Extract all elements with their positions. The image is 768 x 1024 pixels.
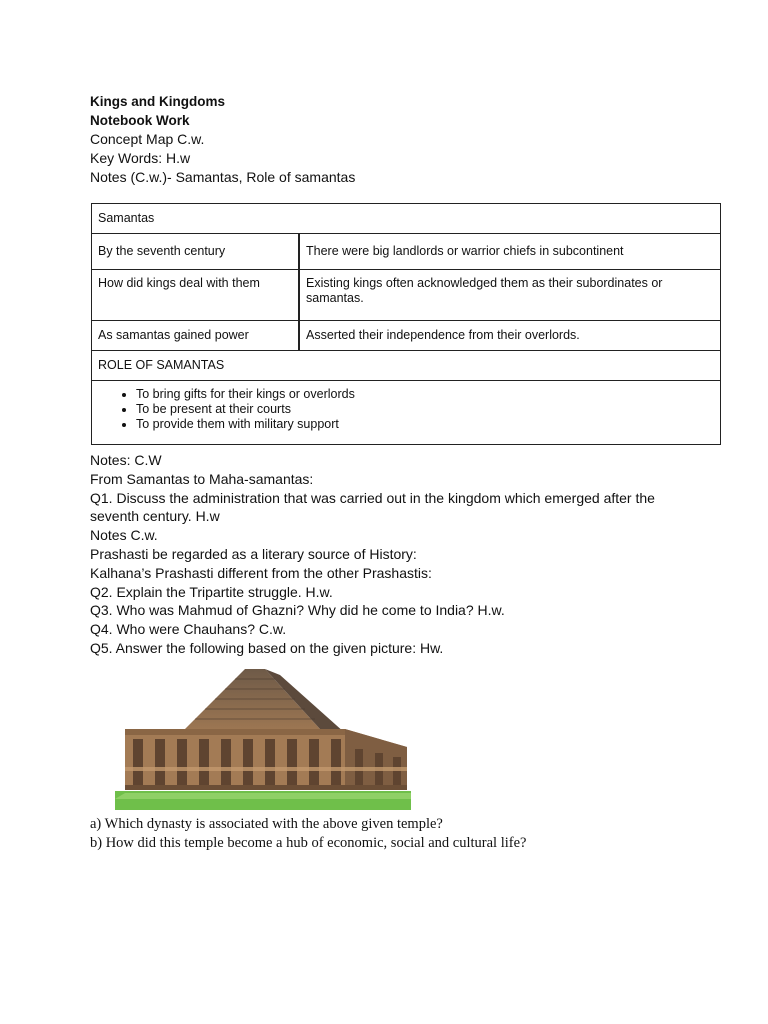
question-a: a) Which dynasty is associated with the above given temple?: [90, 816, 443, 832]
notes-line: Q5. Answer the following based on the given picture: Hw.: [90, 639, 444, 656]
table-cell-right: Asserted their independence from their overlords.: [299, 321, 721, 351]
table-row: [92, 321, 721, 351]
notes-line: Kalhana’s Prashasti different from the other Prashastis:: [90, 564, 432, 581]
table-cell-right: There were big landlords or warrior chiefs in subcontinent: [299, 234, 721, 270]
list-item: • To provide them with military support: [136, 417, 714, 432]
header-line: Key Words: H.w: [90, 150, 191, 166]
document-title: Kings and Kingdoms: [90, 94, 225, 109]
table-row: [92, 234, 721, 270]
header-line: Concept Map C.w.: [90, 131, 205, 147]
table-cell-left: As samantas gained power: [92, 321, 300, 351]
role-list-cell: [92, 381, 721, 445]
notes-line: Q1. Discuss the administration that was carried out in the kingdom which emerged after the seventh century. H.w: [90, 489, 655, 525]
notes-section: [90, 451, 690, 658]
notes-line: From Samantas to Maha-samantas:: [90, 470, 314, 487]
samantas-table: [91, 203, 721, 445]
notes-line: Q4. Who were Chauhans? C.w.: [90, 621, 287, 638]
table-cell-left: By the seventh century: [92, 234, 300, 270]
role-list: [98, 387, 714, 432]
notes-line: Q2. Explain the Tripartite struggle. H.w.: [90, 583, 333, 600]
table-cell-left: How did kings deal with them: [92, 270, 300, 321]
notes-line: Notes: C.W: [90, 452, 162, 468]
notes-line: Q3. Who was Mahmud of Ghazni? Why did he come to India? H.w.: [90, 602, 505, 619]
table-heading: Samantas: [92, 204, 721, 234]
notes-line: Notes C.w.: [90, 527, 158, 544]
table-cell-right: Existing kings often acknowledged them as their subordinates or samantas.: [299, 270, 721, 321]
document-subtitle: Notebook Work: [90, 113, 190, 128]
list-item: • To bring gifts for their kings or overlords: [136, 387, 714, 402]
picture-questions: [90, 815, 526, 853]
temple-photo: [115, 667, 411, 810]
question-b: b) How did this temple become a hub of economic, social and cultural life?: [90, 835, 527, 851]
list-item: • To be present at their courts: [136, 402, 714, 417]
role-heading: ROLE OF SAMANTAS: [92, 351, 721, 381]
document-header: [90, 92, 355, 187]
notes-line: Prashasti be regarded as a literary source of History:: [90, 545, 417, 562]
header-line: Notes (C.w.)- Samantas, Role of samantas: [90, 169, 356, 185]
table-row: [92, 270, 721, 321]
